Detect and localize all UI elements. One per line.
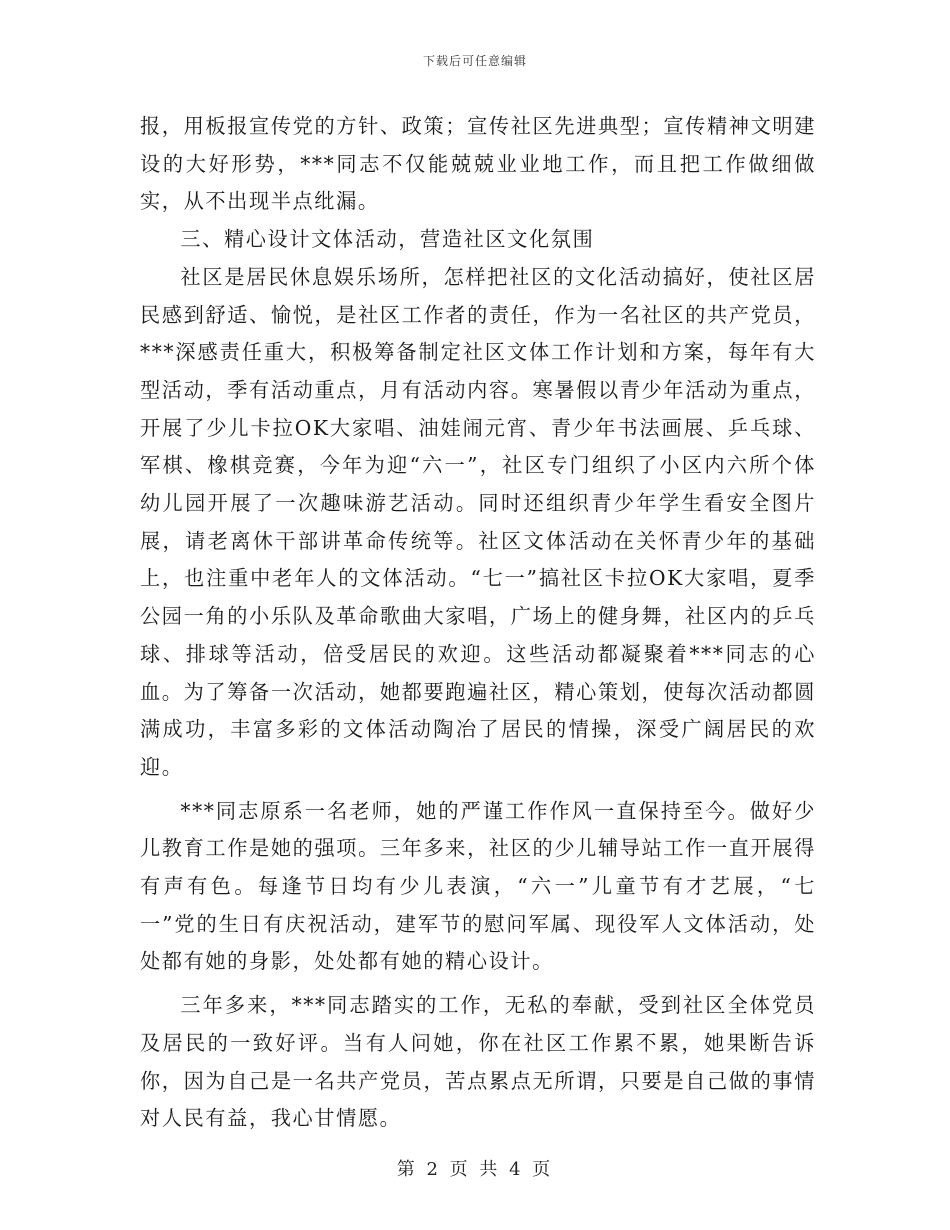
paragraph-teacher-background: ***同志原系一名老师，她的严谨工作作风一直保持至今。做好少儿教育工作是她的强项。三年多来，社区的少儿辅导站工作一直开展得有声有色。每逢节日均有少儿表演，“六一”儿童节有才艺展，“七一”党的生日有庆祝活动，建军节的慰问军属、现役军人文体活动，处处都有她的身影，处处都有她的精心设计。 — [140, 798, 816, 974]
paragraph-culture-activities: 社区是居民休息娱乐场所，怎样把社区的文化活动搞好，使社区居民感到舒适、愉悦，是社区工作者的责任，作为一名社区的共产党员，***深感责任重大，积极筹备制定社区文体工作计划和方案，每年有大型活动，季有活动重点，月有活动内容。寒暑假以青少年活动为重点，开展了少儿卡拉OK大家唱、油娃闹元宵、青少年书法画展、乒乓球、军棋、橡棋竞赛，今年为迎“六一”，社区专门组织了小区内六所个体幼儿园开展了一次趣味游艺活动。同时还组织青少年学生看安全图片展，请老离休干部讲革命传统等。社区文体活动在关怀青少年的基础上，也注重中老年人的文体活动。“七一”搞社区卡拉OK大家唱，夏季公园一角的小乐队及革命歌曲大家唱，广场上的健身舞，社区内的乒乓球、排球等活动，倍受居民的欢迎。这些活动都凝聚着***同志的心血。为了筹备一次活动，她都要跑遍社区，精心策划，使每次活动都圆满成功，丰富多彩的文体活动陶冶了居民的情操，深受广阔居民的欢迎。 — [140, 264, 816, 779]
document-body — [140, 108, 816, 1138]
paragraph-continued: 报，用板报宣传党的方针、政策；宣传社区先进典型；宣传精神文明建设的大好形势，***同志不仅能兢兢业业地工作，而且把工作做细做实，从不出现半点纰漏。 — [140, 114, 816, 214]
section-heading: 三、精心设计文体活动，营造社区文化氛围 — [180, 227, 595, 252]
page-header-note: 下载后可任意编辑 — [422, 54, 527, 68]
paragraph-conclusion: 三年多来，***同志踏实的工作，无私的奉献，受到社区全体党员及居民的一致好评。当有人问她，你在社区工作累不累，她果断告诉你，因为自己是一名共产党员，苦点累点无所谓，只要是自己做的事情对人民有益，我心甘情愿。 — [140, 993, 816, 1131]
page-number: 第 2 页 共 4 页 — [396, 1159, 554, 1180]
